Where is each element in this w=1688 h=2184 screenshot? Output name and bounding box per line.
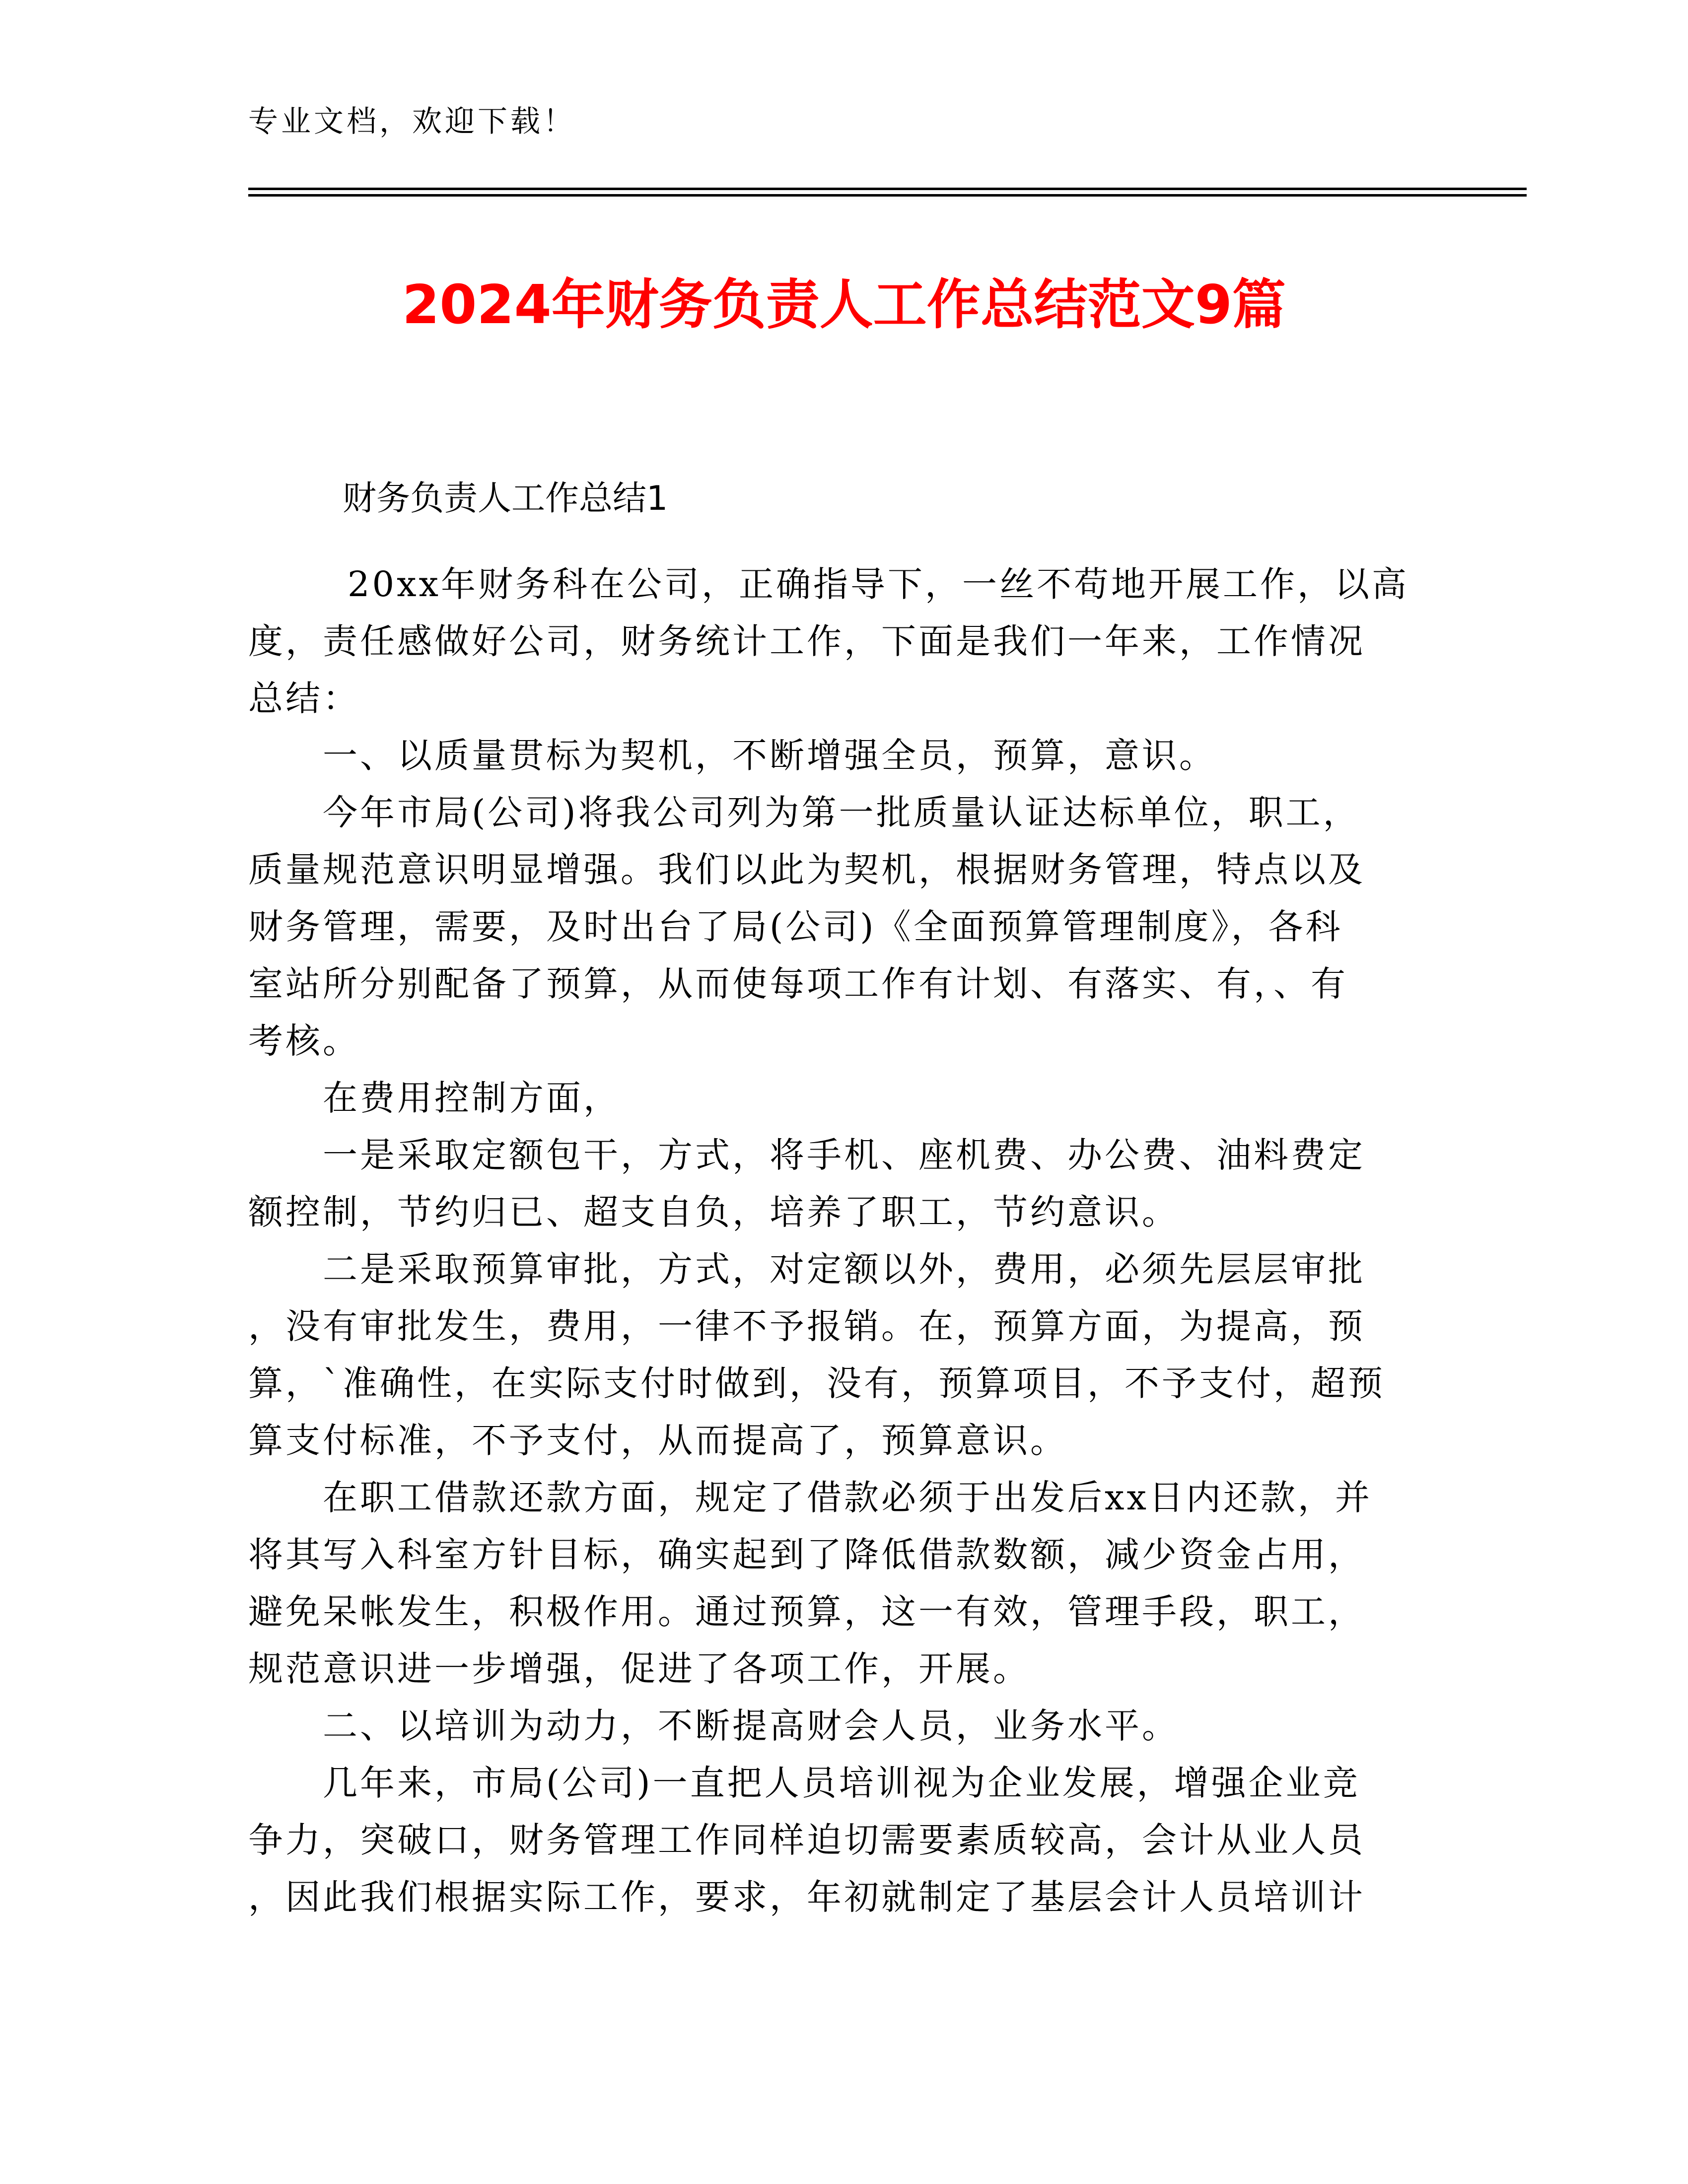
body-text xyxy=(248,556,1425,1926)
header-rule-top xyxy=(248,188,1527,190)
document-title: 2024年财务负责人工作总结范文9篇 xyxy=(402,274,1286,336)
paragraph-line: 在职工借款还款方面，规定了借款必须于出发后xx日内还款，并 xyxy=(323,1477,1372,1518)
paragraph-line: 20xx年财务科在公司，正确指导下，一丝不苟地开展工作，以高 xyxy=(348,564,1409,605)
section-heading: 财务负责人工作总结1 xyxy=(343,479,668,518)
paragraph-line: 总结： xyxy=(248,678,360,719)
paragraph-line: 财务管理，需要，及时出台了局(公司)《全面预算管理制度》，各科 xyxy=(248,906,1343,947)
paragraph-line: 规范意识进一步增强，促进了各项工作，开展。 xyxy=(248,1648,1030,1689)
paragraph-line: ，因此我们根据实际工作，要求，年初就制定了基层会计人员培训计 xyxy=(248,1877,1365,1917)
paragraph-line: 一、以质量贯标为契机，不断增强全员，预算，意识。 xyxy=(323,735,1216,776)
paragraph-line: 今年市局(公司)将我公司列为第一批质量认证达标单位，职工， xyxy=(323,792,1360,833)
header-text: 专业文档，欢迎下载！ xyxy=(248,104,576,139)
paragraph-line: 考核。 xyxy=(248,1021,360,1061)
paragraph-line: ，没有审批发生，费用，一律不予报销。在，预算方面，为提高，预 xyxy=(248,1306,1365,1347)
paragraph-line: 避免呆帐发生，积极作用。通过预算，这一有效，管理手段，职工， xyxy=(248,1591,1365,1632)
paragraph-line: 算，`准确性，在实际支付时做到，没有，预算项目，不予支付，超预 xyxy=(248,1363,1385,1404)
paragraph-line: 将其写入科室方针目标，确实起到了降低借款数额，减少资金占用， xyxy=(248,1534,1365,1575)
paragraph-line: 在费用控制方面， xyxy=(323,1078,621,1118)
paragraph-line: 几年来，市局(公司)一直把人员培训视为企业发展，增强企业竞 xyxy=(323,1763,1360,1803)
paragraph-line: 额控制，节约归已、超支自负，培养了职工，节约意识。 xyxy=(248,1192,1179,1232)
paragraph-line: 一是采取定额包干，方式，将手机、座机费、办公费、油料费定 xyxy=(323,1135,1365,1175)
header-rule-bottom xyxy=(248,194,1527,197)
paragraph-line: 度，责任感做好公司，财务统计工作，下面是我们一年来，工作情况 xyxy=(248,621,1365,662)
paragraph-line: 争力，突破口，财务管理工作同样迫切需要素质较高，会计从业人员 xyxy=(248,1820,1365,1860)
paragraph-line: 室站所分别配备了预算，从而使每项工作有计划、有落实、有，、有 xyxy=(248,963,1348,1004)
paragraph-line: 二是采取预算审批，方式，对定额以外，费用，必须先层层审批 xyxy=(323,1249,1365,1290)
paragraph-line: 质量规范意识明显增强。我们以此为契机，根据财务管理，特点以及 xyxy=(248,849,1365,890)
paragraph-line: 算支付标准，不予支付，从而提高了，预算意识。 xyxy=(248,1420,1067,1461)
paragraph-line: 二、以培训为动力，不断提高财会人员，业务水平。 xyxy=(323,1706,1179,1746)
